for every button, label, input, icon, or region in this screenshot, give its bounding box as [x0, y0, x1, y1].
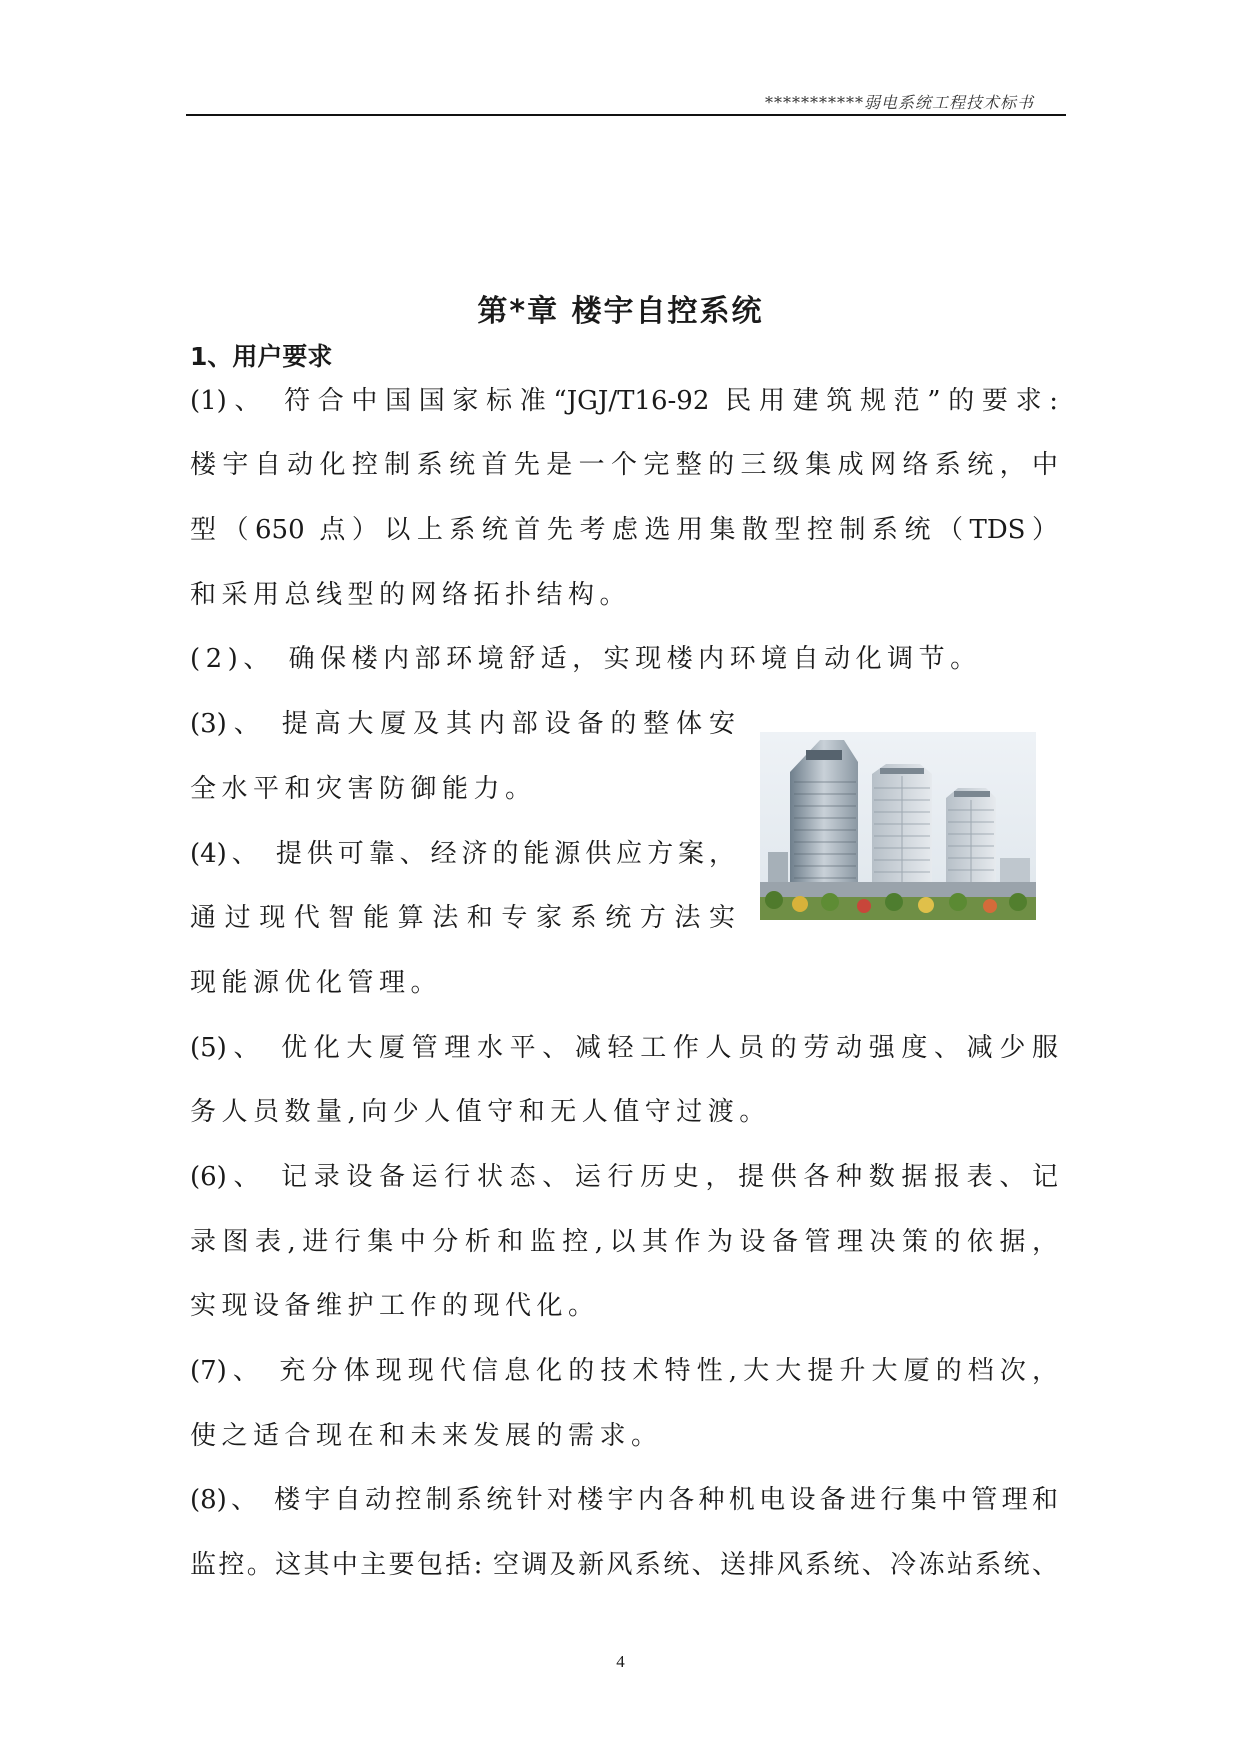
paragraph-line: 和采用总线型的网络拓扑结构。	[190, 580, 632, 610]
paragraph-line: 现能源优化管理。	[190, 968, 443, 998]
paragraph-line: (7)、 充分体现现代信息化的技术特性,大大提升大厦的档次，	[190, 1356, 1058, 1386]
paragraph-line: (2)、 确保楼内部环境舒适，实现楼内环境自动化调节。	[190, 644, 982, 674]
page-header	[186, 88, 1066, 116]
paragraph-line: 监控。这其中主要包括: 空调及新风系统、送排风系统、冷冻站系统、	[190, 1550, 1058, 1580]
chapter-title: 第*章 楼宇自控系统	[477, 294, 764, 329]
paragraph-line: (8)、 楼宇自动控制系统针对楼宇内各种机电设备进行集中管理和	[190, 1485, 1058, 1515]
page-number: 4	[616, 1652, 625, 1671]
paragraph-line: 务人员数量,向少人值守和无人值守过渡。	[190, 1097, 771, 1127]
paragraph-line: (4)、 提供可靠、经济的能源供应方案，	[190, 839, 735, 869]
paragraph-line: (5)、 优化大厦管理水平、减轻工作人员的劳动强度、减少服	[190, 1033, 1058, 1063]
paragraph-line: 型（650 点）以上系统首先考虑选用集散型控制系统（TDS）	[190, 515, 1058, 545]
paragraph-line: 实现设备维护工作的现代化。	[190, 1291, 600, 1321]
paragraph-line: (3)、 提高大厦及其内部设备的整体安	[190, 709, 735, 739]
paragraph-line: 楼宇自动化控制系统首先是一个完整的三级集成网络系统，中	[190, 450, 1058, 480]
building-photo	[760, 732, 1036, 920]
paragraph-line: 全水平和灾害防御能力。	[190, 774, 537, 804]
paragraph-line: 录图表,进行集中分析和监控,以其作为设备管理决策的依据，	[190, 1227, 1058, 1257]
paragraph-line: (1)、 符合中国国家标准“JGJ/T16-92 民用建筑规范”的要求:	[190, 386, 1058, 416]
paragraph-line: 通过现代智能算法和专家系统方法实	[190, 903, 735, 933]
paragraph-line: (6)、 记录设备运行状态、运行历史，提供各种数据报表、记	[190, 1162, 1058, 1192]
header-title: ***********弱电系统工程技术标书	[764, 93, 1034, 112]
paragraph-line: 使之适合现在和未来发展的需求。	[190, 1421, 663, 1451]
section-title: 1、用户要求	[190, 342, 333, 371]
